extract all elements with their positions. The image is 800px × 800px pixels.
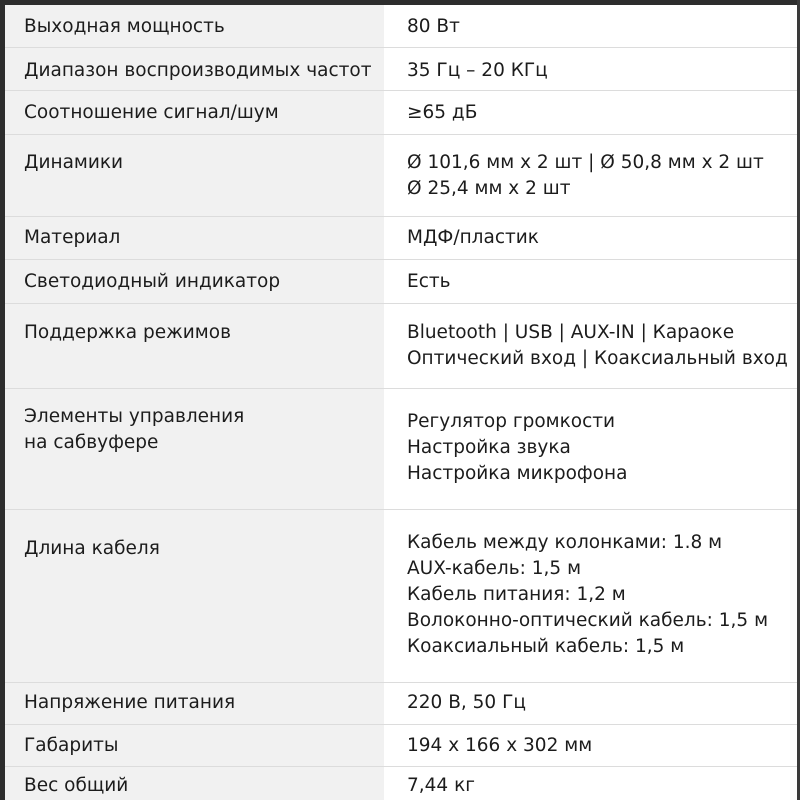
spec-value: Bluetooth | USB | AUX-IN | Караоке Оптический вход | Коаксиальный вход <box>384 304 797 388</box>
spec-label: Диапазон воспроизводимых частот <box>5 48 384 90</box>
spec-row-dimensions <box>5 725 797 767</box>
spec-row-frequency-range <box>5 48 797 91</box>
spec-value: Есть <box>384 260 797 303</box>
spec-label: Длина кабеля <box>5 510 384 682</box>
spec-row-material <box>5 217 797 260</box>
spec-label: Соотношение сигнал/шум <box>5 91 384 134</box>
spec-row-voltage <box>5 683 797 725</box>
spec-value: МДФ/пластик <box>384 217 797 259</box>
spec-value: 35 Гц – 20 КГц <box>384 48 797 90</box>
spec-row-modes <box>5 304 797 389</box>
spec-row-speakers <box>5 135 797 217</box>
spec-label: Элементы управления на сабвуфере <box>5 389 384 509</box>
spec-row-led-indicator <box>5 260 797 304</box>
spec-value: 7,44 кг <box>384 767 797 800</box>
spec-value: Ø 101,6 мм х 2 шт | Ø 50,8 мм х 2 шт Ø 25,4 мм х 2 шт <box>384 135 797 216</box>
spec-label: Светодиодный индикатор <box>5 260 384 303</box>
spec-label: Габариты <box>5 725 384 766</box>
spec-value: ≥65 дБ <box>384 91 797 134</box>
spec-label: Материал <box>5 217 384 259</box>
spec-row-controls <box>5 389 797 510</box>
spec-row-weight <box>5 767 797 800</box>
spec-row-output-power <box>5 5 797 48</box>
spec-label: Выходная мощность <box>5 5 384 47</box>
spec-row-signal-noise <box>5 91 797 135</box>
spec-value: Регулятор громкости Настройка звука Настройка микрофона <box>384 389 797 509</box>
spec-value: 80 Вт <box>384 5 797 47</box>
spec-label: Поддержка режимов <box>5 304 384 388</box>
spec-value: 194 х 166 х 302 мм <box>384 725 797 766</box>
spec-value: Кабель между колонками: 1.8 м AUX-кабель: 1,5 м Кабель питания: 1,2 м Волоконно-оптический кабель: 1,5 м Коаксиальный кабель: 1,5 м <box>384 510 797 682</box>
spec-label: Динамики <box>5 135 384 216</box>
spec-label: Напряжение питания <box>5 683 384 724</box>
spec-row-cable-length <box>5 510 797 683</box>
spec-value: 220 В, 50 Гц <box>384 683 797 724</box>
spec-label: Вес общий <box>5 767 384 800</box>
